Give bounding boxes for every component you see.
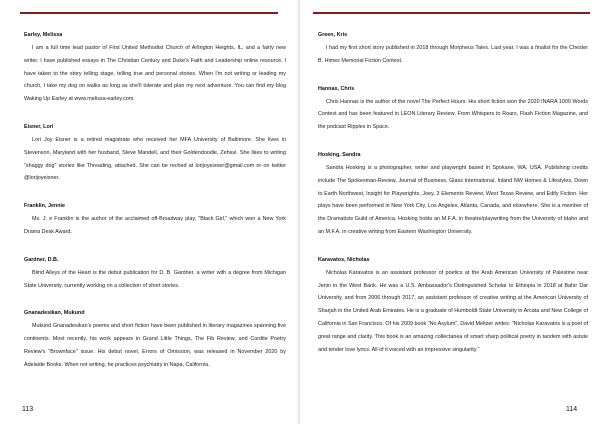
contributor-name: Franklin, Jennie bbox=[24, 203, 66, 210]
contributor-bio: Mukund Gnanadesikan's poems and short fiction have been published in literary magazines spanning five continents. Most recently, his work appears in Grand Little Things, The Fib Review, and Cordite Poetry Review's "Brownface" issue. His debut novel, Errors of Omission, was released in November 2020 by Adelaide Books. When not writing, he practices psychiatry in Napa, California. bbox=[24, 323, 286, 368]
contributor-name: Hannas, Chris bbox=[318, 85, 355, 92]
contributor-bio: Sandra Hosking is a photographer, writer and playwright based in Spokane, WA, USA. Publishing credits include The Spokesman-Review, Journal of Business, Glass International, Inland NW Homes & Lifestyles, Down to Earth Northwest, Insight for Playwrights, Joey, 3 Elements Review, West Texas Review, and Edify Fiction. Her plays have been performed in New York City, Los Angeles, Atlanta, Canada, and elsewhere. She is a member of the Dramatists Guild of America. Hosking holds an M.F.A. in theatre/playwriting from the University of Idaho and an M.F.A. in creative writing from Eastern Washington University. bbox=[318, 164, 588, 235]
contributor-name: Eisner, Lori bbox=[24, 123, 54, 130]
contributor-entry bbox=[24, 31, 286, 106]
contributor-bio: I had my first short story published in 2018 through Morpheus Tales. Last year, I was a finalist for the Chester B. Himes Memorial Fiction Contest. bbox=[318, 45, 588, 64]
header-rule-left bbox=[20, 12, 278, 14]
contributor-entry bbox=[24, 202, 286, 239]
right-page-content bbox=[318, 31, 588, 373]
right-page bbox=[300, 0, 600, 424]
contributor-entry bbox=[318, 256, 588, 357]
contributor-entry bbox=[318, 85, 588, 134]
contributor-bio: Blind Alleys of the Heart is the debut publication for D. B. Gardner, a writer with a degree from Michigan State University, currently working on a collection of short stories. bbox=[24, 269, 286, 289]
contributor-name: Gnanadesikan, Mukund bbox=[24, 310, 85, 317]
page-number-right: 114 bbox=[566, 406, 578, 413]
contributor-entry bbox=[24, 309, 286, 371]
contributor-name: Hosking, Sandra bbox=[318, 151, 361, 158]
contributor-bio: I am a full time lead pastor of First United Methodist Church of Arlington Heights, IL, and a fairly new writer. I have published essays in The Christian Century and Duke's Faith and Leadership online resource. I have taken to the story telling stage, telling true and personal stories. When I'm not writing or leading my church, I take my dog on walks as long as she'll tolerate and plan my next adventure. You can find my blog Waking Up Earley at www.melissa-earley.com. bbox=[24, 45, 286, 103]
page-number-left: 113 bbox=[22, 406, 34, 413]
contributor-name: Green, Kris bbox=[318, 32, 348, 38]
contributor-entry bbox=[24, 123, 286, 185]
contributor-entry bbox=[24, 256, 286, 293]
contributor-entry bbox=[318, 151, 588, 239]
contributor-name: Gardner, D.B. bbox=[24, 256, 59, 263]
contributor-name: Karavatos, Nicholas bbox=[318, 256, 370, 263]
contributor-bio: Chris Hannas is the author of the novel The Perfect Hours. His short fiction won the 2020 INARA 1000 Words Contest and has been featured in LEON Literary Review, From Whispers to Roars, Flash Fiction Magazine, and the podcast Ripples in Space. bbox=[318, 98, 588, 131]
contributor-bio: Nicholas Karavatos is an assistant professor of poetics at the Arab American University of Palestine near Jenin in the West Bank. He was a U.S. Ambassador's Distinguished Scholar to Ethiopia in 2018 at Bahir Dar University, and from 2006 through 2017, an assistant professor of creative writing at the American University of Sharjah in the United Arab Emirates. He is a graduate of Humboldt State University in Arcata and New College of California in San Francisco. Of his 2009 book "No Asylum", David Meltzer writes: "Nicholas Karavatos is a poet of great range and clarity. This book is an amazing collectanea of smart sharp political poetry in tandem with astute and tender love lyrics. All of it voiced with an impressive singularity." bbox=[318, 269, 588, 353]
contributor-name: Earley, Melissa bbox=[24, 32, 63, 38]
contributor-bio: Ms. J. e Franklin is the author of the acclaimed off-Broadway play, "Black Girl," which won a New York Drama Desk Award. bbox=[24, 216, 286, 235]
header-rule-right bbox=[313, 12, 590, 14]
left-page-content bbox=[24, 31, 286, 389]
contributor-entry bbox=[318, 31, 588, 68]
contributor-bio: Lori Joy Eisner is a retired magistrate who received her MFA University of Baltimore. She lives in Stevenson, Maryland with her husband, Steve Mandell, and their Goldendoodle, Zehavi. She likes to writing "shaggy dog" stories like Threading, attached. She can be reched at lorijoyeisner@gmail.com or on twitter @lorijoyeisner. bbox=[24, 136, 286, 182]
